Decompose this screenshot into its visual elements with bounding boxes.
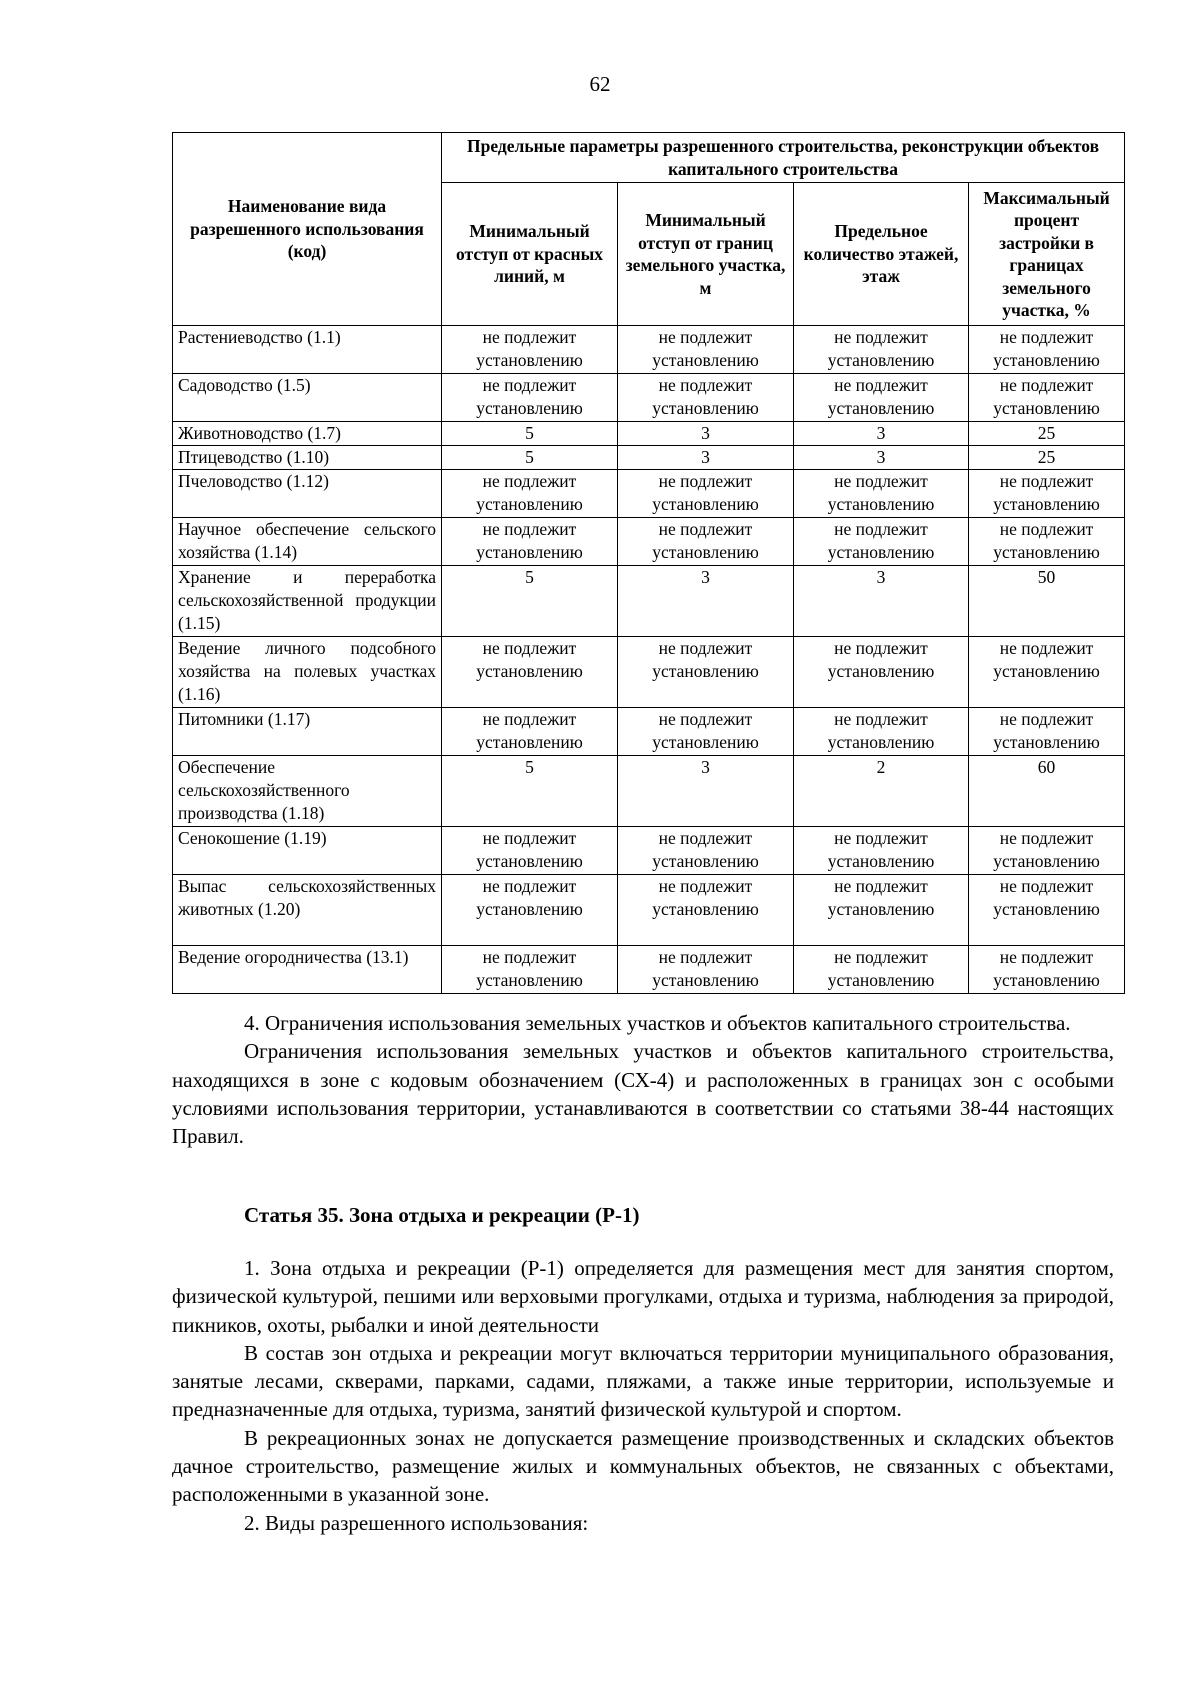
- cell-value: не подлежит установлению: [618, 827, 794, 875]
- article-paragraph: В рекреационных зонах не допускается размещение производственных и складских объектов дачное строительство, размещение жилых и коммунальных объектов, не связанных с объектами, расположенными в указанной зоне.: [172, 1425, 1114, 1507]
- cell-value: не подлежит установлению: [794, 946, 969, 994]
- cell-value: 5: [442, 422, 618, 446]
- parameters-table: [172, 132, 1125, 994]
- cell-value: не подлежит установлению: [969, 708, 1125, 756]
- cell-value: не подлежит установлению: [618, 470, 794, 518]
- cell-value: не подлежит установлению: [969, 946, 1125, 994]
- cell-value: не подлежит установлению: [969, 518, 1125, 566]
- cell-value: не подлежит установлению: [969, 326, 1125, 374]
- table-row: [173, 637, 1125, 708]
- article-paragraph: 1. Зона отдыха и рекреации (Р-1) определяется для размещения мест для занятия спортом, физической культурой, пешими или верховыми прогулками, отдыха и туризма, наблюдения за природой, пикников, охоты, рыбалки и иной деятельности: [172, 1256, 1114, 1337]
- cell-value: не подлежит установлению: [618, 708, 794, 756]
- cell-value: не подлежит установлению: [969, 637, 1125, 708]
- cell-value: не подлежит установлению: [794, 827, 969, 875]
- table-row: [173, 422, 1125, 446]
- row-name: Ведение огородничества (13.1): [173, 946, 442, 994]
- section-4-item: 4. Ограничения использования земельных участков и объектов капитального строительства.: [244, 1011, 1071, 1035]
- table-row: [173, 470, 1125, 518]
- cell-value: не подлежит установлению: [794, 326, 969, 374]
- cell-value: 3: [618, 756, 794, 827]
- cell-value: 5: [442, 756, 618, 827]
- cell-value: 3: [618, 566, 794, 637]
- cell-value: не подлежит установлению: [442, 827, 618, 875]
- section-4-paragraph: Ограничения использования земельных участков и объектов капитального строительства, находящихся в зоне с кодовым обозначением (СХ-4) и расположенных в границах зон с особыми условиями использования территории, устанавливаются в соответствии со статьями 38-44 настоящих Правил.: [172, 1039, 1114, 1149]
- cell-value: не подлежит установлению: [794, 708, 969, 756]
- page-number: 62: [589, 72, 611, 96]
- row-name: Питомники (1.17): [173, 708, 442, 756]
- cell-value: не подлежит установлению: [969, 374, 1125, 422]
- article-body: [172, 1254, 1114, 1537]
- cell-value: не подлежит установлению: [969, 827, 1125, 875]
- cell-value: не подлежит установлению: [618, 946, 794, 994]
- row-name: Ведение личного подсобного хозяйства на полевых участках (1.16): [173, 637, 442, 708]
- cell-value: не подлежит установлению: [618, 326, 794, 374]
- cell-value: не подлежит установлению: [618, 374, 794, 422]
- cell-value: не подлежит установлению: [442, 470, 618, 518]
- cell-value: не подлежит установлению: [969, 875, 1125, 946]
- table-row: [173, 756, 1125, 827]
- row-name: Растениеводство (1.1): [173, 326, 442, 374]
- cell-value: не подлежит установлению: [618, 875, 794, 946]
- row-name: Выпас сельскохозяйственных животных (1.20): [173, 875, 442, 946]
- row-name: Птицеводство (1.10): [173, 446, 442, 470]
- cell-value: не подлежит установлению: [794, 470, 969, 518]
- cell-value: не подлежит установлению: [794, 374, 969, 422]
- table-row: [173, 946, 1125, 994]
- cell-value: 25: [969, 446, 1125, 470]
- row-name: Пчеловодство (1.12): [173, 470, 442, 518]
- table-row: [173, 374, 1125, 422]
- cell-value: 5: [442, 446, 618, 470]
- cell-value: не подлежит установлению: [442, 326, 618, 374]
- cell-value: не подлежит установлению: [442, 637, 618, 708]
- table-row: [173, 446, 1125, 470]
- row-name: Научное обеспечение сельского хозяйства (1.14): [173, 518, 442, 566]
- table-row: [173, 518, 1125, 566]
- cell-value: не подлежит установлению: [969, 470, 1125, 518]
- table-row: [173, 326, 1125, 374]
- cell-value: не подлежит установлению: [442, 708, 618, 756]
- cell-value: не подлежит установлению: [442, 374, 618, 422]
- col-header-coverage: Максимальный процент застройки в границах земельного участка, %: [969, 183, 1125, 326]
- row-name: Животноводство (1.7): [173, 422, 442, 446]
- col-header-plot-borders: Минимальный отступ от границ земельного участка, м: [618, 183, 794, 326]
- row-name: Сенокошение (1.19): [173, 827, 442, 875]
- cell-value: 60: [969, 756, 1125, 827]
- article-paragraph: 2. Виды разрешенного использования:: [244, 1510, 589, 1535]
- row-name: Хранение и переработка сельскохозяйственной продукции (1.15): [173, 566, 442, 637]
- row-name: Садоводство (1.5): [173, 374, 442, 422]
- cell-value: не подлежит установлению: [442, 946, 618, 994]
- cell-value: не подлежит установлению: [618, 518, 794, 566]
- cell-value: 3: [618, 422, 794, 446]
- cell-value: 3: [794, 422, 969, 446]
- cell-value: не подлежит установлению: [442, 875, 618, 946]
- cell-value: не подлежит установлению: [794, 637, 969, 708]
- cell-value: 3: [618, 446, 794, 470]
- cell-value: не подлежит установлению: [794, 518, 969, 566]
- cell-value: 3: [794, 566, 969, 637]
- article-paragraph: В состав зон отдыха и рекреации могут включаться территории муниципального образования, занятые лесами, скверами, парками, садами, пляжами, а также иные территории, используемые и предназначенные для отдыха, туризма, занятий физической культурой и спортом.: [172, 1340, 1114, 1422]
- cell-value: не подлежит установлению: [442, 518, 618, 566]
- table-row: [173, 875, 1125, 946]
- table-row: [173, 827, 1125, 875]
- col-header-floors: Предельное количество этажей, этаж: [794, 183, 969, 326]
- cell-value: 50: [969, 566, 1125, 637]
- header-name: Наименование вида разрешенного использования (код): [173, 133, 442, 326]
- article-heading: Статья 35. Зона отдыха и рекреации (Р-1): [244, 1203, 640, 1227]
- cell-value: 25: [969, 422, 1125, 446]
- section-4-text: [172, 1009, 1114, 1150]
- col-header-red-lines: Минимальный отступ от красных линий, м: [442, 183, 618, 326]
- cell-value: не подлежит установлению: [618, 637, 794, 708]
- header-group: Предельные параметры разрешенного строительства, реконструкции объектов капитального строительства: [442, 133, 1125, 183]
- row-name: Обеспечение сельскохозяйственного производства (1.18): [173, 756, 442, 827]
- cell-value: не подлежит установлению: [794, 875, 969, 946]
- table-row: [173, 708, 1125, 756]
- cell-value: 3: [794, 446, 969, 470]
- table-row: [173, 566, 1125, 637]
- cell-value: 2: [794, 756, 969, 827]
- cell-value: 5: [442, 566, 618, 637]
